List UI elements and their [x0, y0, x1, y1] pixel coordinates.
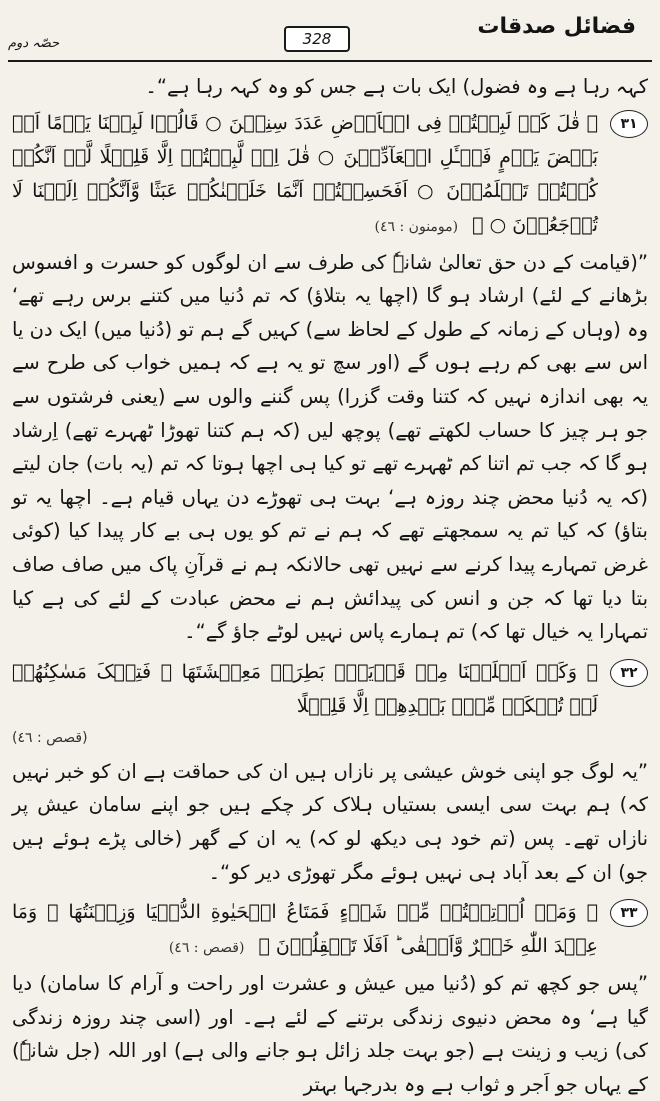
arabic-text: ﴿ قٰلَ کَمۡ لَبِثۡتُمۡ فِی الۡاَرۡضِ عَدَدَ سِنِیۡنَ ○ قَالُوۡا لَبِثۡنَا یَوۡمًا اَوۡ بَعۡضَ یَوۡمٍ فَسۡـَٔلِ الۡعَآدِّیۡنَ ○ قٰلَ اِنۡ لَّبِثۡتُمۡ اِلَّا قَلِیۡلًا لَّوۡ اَنَّکُمۡ کُنۡتُمۡ تَعۡلَمُوۡنَ ○ اَفَحَسِبۡتُمۡ اَنَّمَا خَلَقۡنٰکُمۡ عَبَثًا وَّاَنَّکُمۡ اِلَیۡنَا لَا تُرۡجَعُوۡنَ ○ ﴾: [12, 111, 598, 236]
verse-reference: (قصص : ٤٦): [168, 940, 245, 957]
translation-33: ”پس جو کچھ تم کو (دُنیا میں عیش و عشرت اور راحت و آرام کا سامان) دیا گیا ہے‘ وہ محض دنیوی زندگی برتنے کے لئے ہے۔ اور (اسی چند روزہ زندگی کی) زیب و زینت ہے (جو بہت جلد زائل ہو جانے والی ہے) اور اللہ (جل شانہٗ) کے یہاں جو اَجر و ثواب ہے وہ بدرجہا بہتر: [12, 972, 648, 1096]
verse-reference: (مومنون : ٤٦): [374, 218, 459, 235]
translation-32: ”یہ لوگ جو اپنی خوش عیشی پر نازاں ہیں ان کی حماقت ہے ان کو خبر نہیں کہ) ہم بہت سی ایسی بستیاں ہلاک کر چکے ہیں جو اپنے سامان عیش پر نازاں تھے۔ پس (تم خود ہی دیکھ لو کہ) یہ ان کے گھر (خالی پڑے ہوئے ہیں جو) ان کے بعد آباد ہی نہیں ہوئے مگر تھوڑی دیر کو“۔: [12, 759, 648, 884]
arabic-verse: [12, 106, 598, 244]
verse-31: [12, 106, 648, 244]
header-rule: [8, 60, 652, 62]
verse-32: [12, 655, 648, 723]
verse-number-badge: ۳۳: [610, 899, 648, 927]
page-header: [0, 0, 660, 64]
part-label: حصّہ دوم: [8, 36, 60, 51]
arabic-verse: ﴿ وَکَمۡ اَهۡلَکۡنَا مِنۡ قَرۡیَةٍۭ بَطِرَتۡ مَعِیۡشَتَهَا ۚ فَتِلۡکَ مَسٰکِنُهُمۡ لَمۡ تُسۡکَنۡ مِّنۡۢ بَعۡدِهِمۡ اِلَّا قَلِیۡلًا: [12, 660, 598, 717]
verse-33: [12, 895, 648, 965]
translation-31: ”(قیامت کے دن حق تعالیٰ شانہٗ کی طرف سے ان لوگوں کو حسرت و افسوس بڑھانے کے لئے) ارشاد ہو گا (اچھا یہ بتلاؤ) کہ تم دُنیا میں کتنے برس رہے تھے‘ وہ (وہاں کے زمانہ کے طول کے لحاظ سے) کہیں گے ہم تو (دُنیا میں) ایک دن یا اس سے بھی کم رہے ہوں گے (اور سچ تو یہ ہے کہ ہمیں خواب کی طرح سے یہ بھی اندازہ نہیں کہ کتنا وقت گزرا) پس گننے والوں سے (یعنی فرشتوں سے جو ہر چیز کا حساب لکھتے تھے) پوچھ لیں (کہ ہم کتنا تھوڑا ٹھہرے تھے) اِرشاد ہو گا کہ جب تم اتنا کم ٹھہرے تھے تو کیا ہی اچھا ہوتا کہ تم (یہ بات) جان لیتے (کہ یہ دُنیا محض چند روزہ ہے‘ بہت ہی تھوڑے دن یہاں قیام ہے۔ اچھا یہ تو بتاؤ) کہ کیا تم یہ سمجھتے تھے کہ ہم نے تم کو یوں ہی بے کار پیدا کیا (کوئی غرض تمہارے پیدا کرنے سے نہیں تھی حالانکہ ہم نے قرآنِ پاک میں صاف صاف بتا دیا تھا کہ جن و انس کی پیدائش ہم نے محض عبادت کے لئے کی ہے کیا تمہارا یہ خیال تھا کہ) تم ہمارے پاس نہیں لوٹے جاؤ گے“۔: [12, 250, 648, 644]
verse-number-badge: ۳۲: [610, 659, 648, 687]
arabic-verse: [12, 895, 598, 965]
verse-reference: (قصص : ٤٦): [12, 729, 88, 746]
page-number: 328: [284, 26, 350, 52]
arabic-text: ﴿ وَمَاۤ اُوۡتِیۡتُمۡ مِّنۡ شَیۡءٍ فَمَتَاعُ الۡحَیٰوةِ الدُّنۡیَا وَزِیۡنَتُهَا ۚ وَمَا عِنۡدَ اللّٰهِ خَیۡرٌ وَّاَبۡقٰی ؕ اَفَلَا تَعۡقِلُوۡنَ ﴾: [12, 901, 598, 958]
book-title: فضائل صدقات: [477, 14, 636, 39]
page-body: [12, 70, 648, 1101]
intro-paragraph: کہہ رہا ہے وہ فضول) ایک بات ہے جس کو وہ کہہ رہا ہے“۔: [145, 75, 648, 98]
verse-number-badge: ۳۱: [610, 110, 648, 138]
